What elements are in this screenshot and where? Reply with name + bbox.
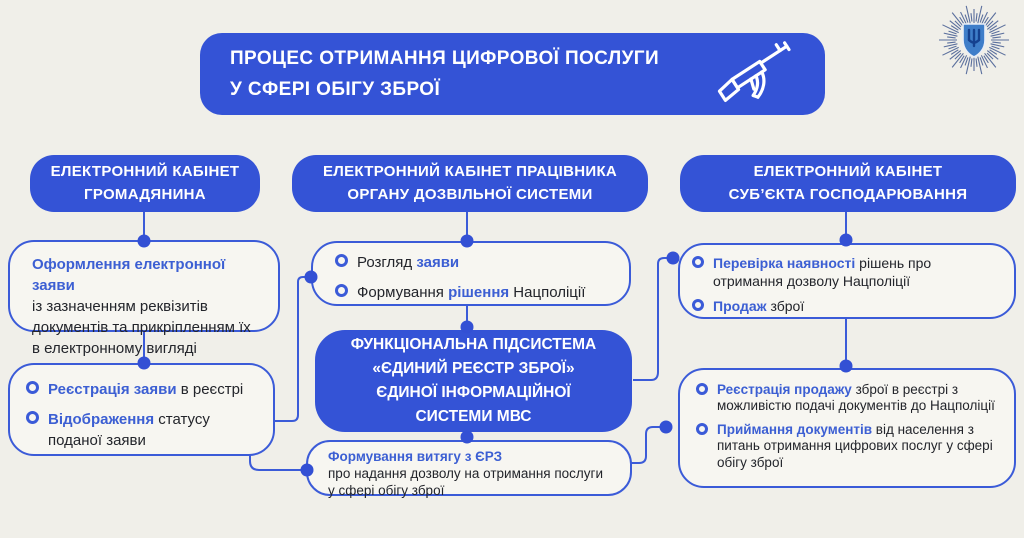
- header-citizen-cabinet: [30, 155, 260, 212]
- ring-bullet-icon: [335, 254, 348, 267]
- ring-bullet-icon: [26, 411, 39, 424]
- list-item: [335, 282, 615, 303]
- list-item-text: Перевірка наявності рішень про отримання дозволу Нацполіції: [713, 255, 932, 289]
- ring-bullet-icon: [692, 256, 704, 268]
- list-item-text: Реєстрація заяви в реєстрі: [48, 381, 244, 398]
- list-item-text: Реєстрація продажу зброї в реєстрі з можливістю подачі документів до Нацполіції: [717, 382, 995, 414]
- list-item-text: Приймання документів від населення з питань отримання цифрових послуг у сфері обігу зброї: [717, 421, 993, 470]
- list-item-text: Продаж зброї: [713, 298, 805, 314]
- ring-bullet-icon: [696, 423, 708, 435]
- weapon-registry-system-label: ФУНКЦІОНАЛЬНА ПІДСИСТЕМА «ЄДИНИЙ РЕЄСТР ЗБРОЇ» ЄДИНОЇ ІНФОРМАЦІЙНОЇ СИСТЕМИ МВС: [350, 335, 597, 426]
- title-banner: [200, 33, 825, 115]
- header-business-cabinet: [680, 155, 1016, 212]
- list-item: [696, 382, 1002, 415]
- box-citizen-registration: [8, 363, 275, 456]
- header-officer-cabinet: [292, 155, 648, 212]
- ring-bullet-icon: [26, 381, 39, 394]
- list-item-text: Відображення статусу поданої заяви: [48, 411, 210, 449]
- box-weapon-registry-system: [315, 330, 632, 432]
- connector-extract-business-step2: [630, 427, 663, 463]
- list-item: [26, 379, 259, 400]
- box-officer-review: [311, 241, 631, 306]
- list-item: [696, 422, 1002, 471]
- list-item: [692, 255, 1002, 290]
- list-item: [692, 298, 1002, 316]
- list-item: [26, 409, 259, 451]
- ring-bullet-icon: [692, 299, 704, 311]
- header-business-cabinet-label: ЕЛЕКТРОННИЙ КАБІНЕТ СУБ’ЄКТА ГОСПОДАРЮВАННЯ: [728, 163, 968, 203]
- box-business-verification: [678, 243, 1016, 319]
- mvs-police-emblem-icon: [936, 2, 1012, 78]
- header-officer-cabinet-label: ЕЛЕКТРОННИЙ КАБІНЕТ ПРАЦІВНИКА ОРГАНУ ДОЗВІЛЬНОЇ СИСТЕМИ: [322, 163, 618, 203]
- list-item-text: Розгляд заяви: [357, 254, 460, 271]
- connector-business-step1-system: [633, 258, 672, 380]
- list-item: [335, 252, 615, 273]
- ring-bullet-icon: [335, 284, 348, 297]
- list-item-text: Формування рішення Нацполіції: [357, 284, 586, 301]
- box-citizen-application: Оформлення електронної заяви із зазначенням реквізитів документів та прикріпленням їх в електронному вигляді: [8, 240, 280, 332]
- box-extract-generation: Формування витягу з ЄРЗ про надання дозволу на отримання послуги у сфері обігу зброї: [306, 440, 632, 496]
- page-title: ПРОЦЕС ОТРИМАННЯ ЦИФРОВОЇ ПОСЛУГИ У СФЕРІ ОБІГУ ЗБРОЇ: [230, 47, 660, 100]
- ring-bullet-icon: [696, 383, 708, 395]
- box-business-sale-registration: [678, 368, 1016, 488]
- header-citizen-cabinet-label: ЕЛЕКТРОННИЙ КАБІНЕТ ГРОМАДЯНИНА: [50, 163, 240, 203]
- ak-rifle-icon: [707, 35, 811, 113]
